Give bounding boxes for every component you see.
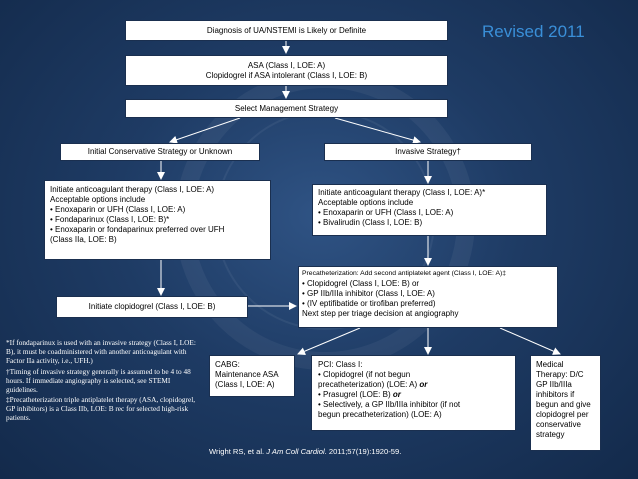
- diagnosis-text: Diagnosis of UA/NSTEMI is Likely or Definite: [206, 26, 367, 35]
- box-cabg: [209, 355, 295, 397]
- pci-line-3-text: precatheterization) (LOE: A): [318, 380, 420, 389]
- anticoag-right-line-1: Initiate anticoagulant therapy (Class I, LOE: A)*: [318, 188, 486, 197]
- footnote-fondaparinux: *If fondaparinux is used with an invasive strategy (Class I, LOE: B), it must be coadministered with another anticoagulant with Factor IIa activity, i.e., UFH.): [6, 338, 196, 365]
- citation-rest: . 2011;57(19):1920-59.: [324, 447, 402, 456]
- anticoag-left-line-1: Initiate anticoagulant therapy (Class I, LOE: A): [50, 185, 215, 194]
- revised-label: Revised 2011: [482, 22, 585, 41]
- medical-line-6: clopidogrel per: [536, 410, 589, 419]
- precath-line-5: Next step per triage decision at angiography: [302, 309, 459, 318]
- medical-line-7: conservative: [536, 420, 581, 429]
- citation-journal: J Am Coll Cardiol: [266, 447, 325, 456]
- footnote-timing: †Timing of invasive strategy generally is assumed to be 4 to 48 hours. If immediate angiography is selected, see STEMI guidelines.: [6, 366, 191, 394]
- medical-line-1: Medical: [536, 360, 564, 369]
- arrow-precath-to-medical: [500, 328, 560, 354]
- asa-line-2: Clopidogrel if ASA intolerant (Class I, LOE: B): [205, 71, 368, 80]
- precath-line-3: • GP IIb/IIIa inhibitor (Class I, LOE: A): [302, 289, 435, 298]
- arrow-management-to-invasive: [335, 118, 420, 142]
- cabg-line-2: Maintenance ASA: [215, 370, 279, 379]
- box-pci: [311, 355, 516, 431]
- box-anticoag-right: [312, 184, 547, 236]
- pci-line-4-text: • Prasugrel (LOE: B): [318, 390, 393, 399]
- cabg-line-1: CABG:: [215, 360, 240, 369]
- arrow-precath-to-cabg: [298, 328, 360, 354]
- box-diagnosis: [125, 20, 448, 41]
- medical-line-8: strategy: [536, 430, 565, 439]
- footnotes: [6, 339, 202, 425]
- arrow-management-to-conservative: [170, 118, 240, 142]
- pci-or-2: or: [392, 390, 401, 399]
- medical-line-4: inhibitors if: [536, 390, 575, 399]
- clopidogrel-text: Initiate clopidogrel (Class I, LOE: B): [88, 302, 216, 311]
- anticoag-right-line-3: • Enoxaparin or UFH (Class I, LOE: A): [318, 208, 454, 217]
- anticoag-left-line-4: • Fondaparinux (Class I, LOE: B)*: [50, 215, 170, 224]
- box-conservative: [60, 143, 260, 161]
- pci-line-4: [318, 390, 510, 400]
- anticoag-left-line-6: (Class IIa, LOE: B): [50, 235, 117, 244]
- medical-line-3: GP IIb/IIIa: [536, 380, 572, 389]
- pci-line-1: PCI: Class I:: [318, 360, 363, 369]
- conservative-text: Initial Conservative Strategy or Unknown: [87, 147, 233, 156]
- box-medical: [530, 355, 601, 451]
- citation-authors: Wright RS, et al.: [209, 447, 267, 456]
- asa-line-1: ASA (Class I, LOE: A): [247, 61, 326, 70]
- footnote-precath: ‡Precatheterization triple antiplatelet therapy (ASA, clopidogrel, GP inhibitors) is a Class IIb, LOE: B rec for selected high-risk patients.: [6, 395, 196, 423]
- pci-or-1: or: [419, 380, 428, 389]
- box-management: [125, 99, 448, 118]
- cabg-line-3: (Class I, LOE: A): [215, 380, 275, 389]
- management-text: Select Management Strategy: [234, 104, 339, 113]
- pci-line-5: • Selectively, a GP IIb/IIIa inhibitor (if not: [318, 400, 461, 409]
- box-invasive: [324, 143, 532, 161]
- citation: [209, 447, 401, 456]
- precath-line-1: Precatheterization: Add second antiplatelet agent (Class I, LOE: A)‡: [302, 270, 507, 277]
- pci-line-3: [318, 380, 510, 390]
- anticoag-left-line-3: • Enoxaparin or UFH (Class I, LOE: A): [50, 205, 186, 214]
- invasive-text: Invasive Strategy†: [395, 147, 461, 156]
- medical-line-2: Therapy: D/C: [536, 370, 584, 379]
- anticoag-right-line-2: Acceptable options include: [318, 198, 414, 207]
- box-precath: [298, 266, 558, 328]
- pci-line-6: begun precatheterization) (LOE: A): [318, 410, 442, 419]
- precath-line-4: • (IV eptifibatide or tirofiban preferred): [302, 299, 436, 308]
- box-anticoag-left: [44, 180, 271, 260]
- box-asa: [125, 55, 448, 86]
- pci-line-2: • Clopidogrel (if not begun: [318, 370, 411, 379]
- medical-line-5: begun and give: [536, 400, 591, 409]
- precath-line-2: • Clopidogrel (Class I, LOE: B) or: [302, 279, 420, 288]
- anticoag-left-line-2: Acceptable options include: [50, 195, 146, 204]
- anticoag-left-line-5: • Enoxaparin or fondaparinux preferred over UFH: [50, 225, 225, 234]
- box-clopidogrel: [56, 296, 248, 318]
- anticoag-right-line-4: • Bivalirudin (Class I, LOE: B): [318, 218, 423, 227]
